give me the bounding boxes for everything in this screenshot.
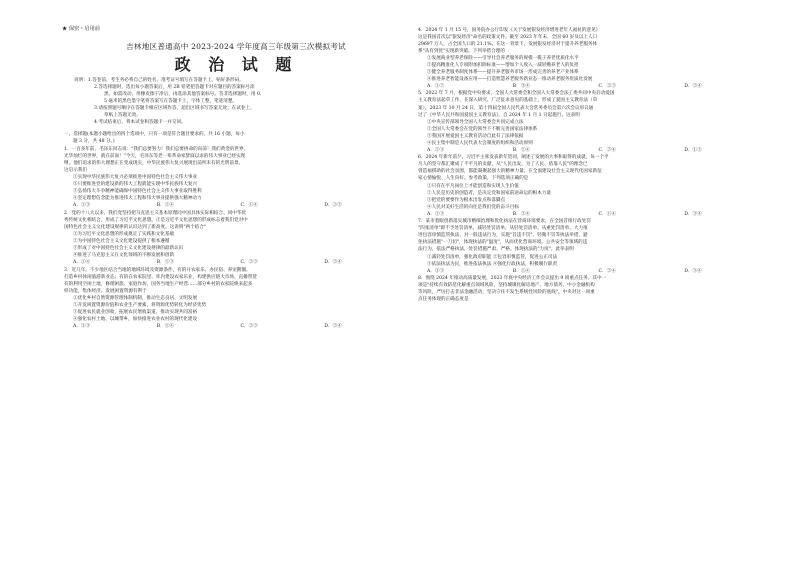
question-line: 有的利用空闲土地，修理闲旅、家庭作坊，国务当地生产经营……部分乡村的农家院焕来起多 bbox=[64, 281, 253, 287]
option-item: ①优化乡村自然资源管理体制机制，推动生态良居、文明发展 bbox=[73, 295, 198, 301]
answer-choices bbox=[418, 268, 770, 275]
answer-choice: A．①③ bbox=[427, 211, 445, 217]
question-line: 过了《中华人民共和国爱国主义教育法》，自 2024 年 1 月 1 日起施行。这表明 bbox=[418, 112, 580, 118]
option-item: ②开发闲置资源价值和农业生产要素，将资源优势转化为经济优势 bbox=[73, 303, 207, 308]
question-line: 8．围绕 2024 年推动高质量发展，2023 年底中央经济工作会议提出 9 项重点任务。其中一 bbox=[418, 276, 607, 282]
answer-choices bbox=[418, 211, 770, 218]
question-line: 6．2024 年新年前夕，习近平主席发表新年贺词，阐述了发展的大事和取得的成就，每一个平 bbox=[418, 155, 609, 161]
question-line: 样功能，集体经济。发展闲置资源有利于 bbox=[64, 288, 147, 294]
answer-choice: C．①④ bbox=[598, 211, 616, 217]
question-line: 项是"持续有效防范化解重点领域风险，坚持城镇化解房地产、地方债务、中小金融机构 bbox=[418, 283, 595, 289]
answer-choice: C．②③ bbox=[598, 83, 616, 89]
question-line: "四张清单"即不予处罚清单、减轻处罚清单、从轻处罚清单、从重处罚清单。大力推 bbox=[418, 226, 588, 232]
answer-choice: B．③④ bbox=[512, 83, 530, 89]
exam-notes bbox=[64, 77, 408, 126]
question-line: 2．党的十八大以来，我们党坚持把马克思主义基本原理同中国具体实际相结合、同中华优 bbox=[64, 210, 247, 216]
answer-choices bbox=[64, 202, 408, 209]
option-item: ①发展商业型养老保险——引导社会养老服务的规模一揽子养老优质化水平 bbox=[427, 55, 579, 61]
answer-choice: B．①④ bbox=[156, 324, 174, 330]
answer-choice: B．①④ bbox=[512, 147, 530, 153]
question-line: 主义教育法起草工作，在深入研究、广泛征求意见的基础上，形成了爱国主义教育法（草 bbox=[418, 98, 598, 104]
answer-choice: A．①③ bbox=[73, 203, 91, 209]
answer-choice: D．③④ bbox=[684, 211, 702, 217]
question-line: 3．近几年，不少地区结合当地的地域环境及资源条件，有的开农家乐、办民宿、养宠鹅圈， bbox=[64, 267, 251, 273]
option-item: ③依法执法为民，推进依法执法 ④强化行政执法，积极履行职责 bbox=[427, 261, 558, 267]
answer-choice: A．①④ bbox=[73, 260, 91, 266]
option-item: ④推进养老智能设备应用——打造智慧养老服务新业态一推动养老服务优质化发展 bbox=[427, 76, 593, 82]
note-line: 5 毫米的黑色墨字笔将答案写在答题卡上，字体工整，笔迹清楚。 bbox=[104, 99, 238, 105]
answer-choice: D．③④ bbox=[684, 268, 702, 274]
answer-choice: D．②③ bbox=[324, 203, 342, 209]
question-line: 国特色社会主义文化建设规律的认识达到了新高度。这说明"两个结合" bbox=[64, 224, 207, 230]
section-heading bbox=[64, 131, 408, 145]
exam-subtitle: 吉林地区普通高中 2023-2024 学年度高三年级第三次模拟考试 bbox=[126, 42, 346, 52]
option-item: ②全国人大常委会在党的领导下不断完善国家法律体系 bbox=[427, 126, 538, 132]
answer-choice: D．①③ bbox=[684, 147, 702, 153]
answer-choice: C．②③ bbox=[240, 260, 258, 266]
left-column bbox=[64, 26, 408, 330]
question-line: 凡人的坚守都汇聚成了不平凡的贡献，从"人民出发、为了人民、依靠人民"的理念已 bbox=[418, 162, 588, 168]
secret-label: ★ 保密・启用前 bbox=[62, 26, 100, 32]
answer-choice: A．②③ bbox=[427, 147, 445, 153]
question-4 bbox=[418, 27, 770, 90]
note-line: 3.请按照题号顺序在答题卡相应区域作答，超出区域书写答案无效；在试卷上、 bbox=[94, 106, 255, 112]
answer-choice: A．①③ bbox=[427, 268, 445, 274]
question-line: 系"从有到优"实现新突破。下列举措合理的 bbox=[418, 48, 505, 54]
option-item: ①实现中华民族伟大复兴必须推进中国特色社会主义伟大事业 bbox=[73, 175, 198, 181]
answer-choice: C．②④ bbox=[598, 268, 616, 274]
section-heading-line: 一、选择题(本题小题给出的四个选项中，只有一项是符合题目要求的。共 16 小题，每小 bbox=[64, 132, 245, 138]
answer-choice: B．①④ bbox=[512, 268, 530, 274]
note-line: 说明：1.答卷前，考生务必将自己的姓名、准考证号填写在答题卡上，贴好条形码。 bbox=[74, 78, 244, 84]
option-item: ④强化农村土地、以城带乡，加快推进农业农村的现代化建设 bbox=[73, 317, 198, 323]
question-line: 曾造福援助的社会氛围，都能凝聚起强大的精神力量，在全面建设社会主义现代化国家新征 bbox=[418, 169, 602, 175]
option-item: ③弘扬伟大斗争精神能确保中国特色社会主义伟大事业取得胜利 bbox=[73, 189, 202, 195]
question-line: 这启示我们 bbox=[64, 168, 87, 174]
answer-choice: D．②④ bbox=[324, 324, 342, 330]
note-line: 4.考试结束后，将本试卷和答题卡一并交回。 bbox=[94, 120, 186, 126]
answer-choice: C．②③ bbox=[240, 324, 258, 330]
option-item: ②为中国特色社会主义文化建设提供了根本遵循 bbox=[73, 239, 170, 245]
question-line: 5．2022 年 7 月，根据党中央要求，全国人大常委会和全国人大常委会法工委共同中央启动爱国 bbox=[418, 91, 615, 97]
question-line: 光华灿烂的世界，就在前面！"今天，毛泽东等老一辈革命家梦寐以求的伟大事业已经实现 bbox=[64, 154, 246, 160]
answer-choice: A．①② bbox=[427, 83, 445, 89]
answer-choices bbox=[64, 323, 408, 330]
question-5 bbox=[418, 90, 770, 153]
question-line: 打造乡村休闲旅游新业态；有的在农家院里、库内建设农家乐业，构建供应链大市场、直播带货 bbox=[64, 274, 257, 280]
question-line: 等风险，严厉打击非法金融活动，坚决守住不发生系统性风险的底线"。中央对这一项重 bbox=[418, 290, 595, 296]
option-item: ①中央宣传部领导全国人大常委会共同完成立法 bbox=[427, 119, 524, 125]
option-item: ③我国开展爱国主义教育活动自此有了法律依据 bbox=[427, 133, 524, 139]
answer-choice: B．②④ bbox=[512, 211, 530, 217]
question-line: 秀传统文化相结合，形成了习近平文化思想。正是习近平文化思想的形成标志着我们党对中 bbox=[64, 217, 248, 223]
question-2 bbox=[64, 210, 408, 266]
option-item: ①减轻处罚清单，强化政府职能 ②包容审慎监管，促进公正司法 bbox=[427, 254, 558, 260]
question-line: 这是我国首次以"银发经济"命名的政策文件。截至 2023 年年末，全国 60 岁及以上人口 bbox=[418, 34, 598, 40]
option-item: ③把党的要要作为根本出发点和落脚点 bbox=[427, 197, 506, 203]
answer-choice: C．②④ bbox=[598, 147, 616, 153]
option-item: ③形成了对中国特色社会主义文化建设规律的最新认识 bbox=[73, 246, 184, 252]
answer-choice: B．①③ bbox=[156, 260, 174, 266]
question-line: 29697 万人，占全国人口的 21.1%。在这一背景下，发展银发经济对于提升养老服务体 bbox=[418, 41, 598, 47]
question-line: 1．一百多年前，毛泽东同志说："我们总要努力！我们总要拼命的向前！我们黄金的世界， bbox=[64, 146, 249, 152]
question-7 bbox=[418, 218, 770, 274]
question-line: 7．某市着眼创新落实城市精细治理和优化执法在营商环境要求，在全国首推行政处罚 bbox=[418, 219, 591, 225]
option-item: ④推进了马克思主义在文化领域的不断发展和创新 bbox=[73, 253, 175, 259]
option-item: ①只有在平凡岗位上才能创造和实现人生价值 bbox=[427, 183, 519, 189]
option-item: ②只要推进党的建设新的伟大工程就能实现中华民族伟大复兴 bbox=[73, 182, 198, 188]
question-line: 法行为，依法严格执法，处罚措施严肃、严格。体现执法的"力度"。此举表明 bbox=[418, 247, 574, 253]
option-item: ④民主集中制是人民代表大会制度的组织和活动原则 bbox=[427, 140, 533, 146]
question-8 bbox=[418, 275, 770, 303]
question-line: 案）。2023 年 10 月 24 日，第十四届全国人民代表大会常务委员会第六次会议审议通 bbox=[418, 105, 594, 111]
answer-choice: C．①④ bbox=[240, 203, 258, 209]
exam-title: 政 治 试 题 bbox=[174, 55, 298, 75]
question-1 bbox=[64, 146, 408, 209]
option-item: ④人民对美好生活的向往是我们党的奋斗目标 bbox=[427, 204, 519, 210]
option-item: ④坚定理想信念能为推进伟大工程和伟大事业提供强大精神动力 bbox=[73, 196, 202, 202]
option-item: ②提高精准化人专项附加扣除标准——增加个人收入一减轻赡养老人的负担 bbox=[427, 62, 579, 68]
answer-choice: A．①③ bbox=[73, 324, 91, 330]
question-line: 点任务体现的正确态度是 bbox=[418, 297, 469, 303]
question-line: 4．2024 年 1 月 15 号，国务院办公厅印发《关于发展银发经济增进老年人福祉的意见》 bbox=[418, 27, 601, 33]
question-line: 免执法措施"一刀切"，体现执法的"温度"，从而优化营商环境。公共安全等领域的违 bbox=[418, 240, 588, 246]
answer-choices bbox=[418, 83, 770, 90]
right-column bbox=[418, 26, 770, 303]
answer-choice: D．②④ bbox=[684, 83, 702, 89]
note-line: 草纸上答题无效。 bbox=[104, 113, 141, 119]
option-item: ③促进农民就业创收，拓展农民增收渠道，推动实现共同富裕 bbox=[73, 310, 198, 316]
note-line: 黑。如需改动，用橡皮擦干净后，再选涂其他答案标号。答非选择题时，用 0. bbox=[104, 92, 262, 98]
answer-choices bbox=[418, 147, 770, 154]
option-item: ③健全养老服务制度体系——提升养老服务市场一形成完善的养老产业体系 bbox=[427, 69, 579, 75]
question-line: 进包容审慎监管执法，对一般违法行为，实施"首违不罚"、轻微不罚等执法举措，避 bbox=[418, 233, 588, 239]
option-item: ①为习近平文化思想的形成奠定了实践和文化基础 bbox=[73, 232, 175, 238]
question-3 bbox=[64, 267, 408, 330]
answer-choices bbox=[64, 259, 408, 266]
section-heading-line: 题 3 分，共 48 分。) bbox=[73, 139, 115, 145]
answer-choice: D．②④ bbox=[324, 260, 342, 266]
note-line: 2.答选择题时，选出每小题答案后，用 2B 铅笔把答题卡对应题目的答案标号涂 bbox=[94, 85, 255, 91]
answer-choice: B．②④ bbox=[156, 203, 174, 209]
question-line: 家心情愉悦、人生向好。参考政策，下列选项正确的是 bbox=[418, 176, 529, 182]
option-item: ②人民是历史的创造者，是决定党和国家前途命运的根本力量 bbox=[427, 190, 552, 196]
question-line: 继，他们追求的伟大理想正在变成现实，中华民族伟大复兴展现出前所未有的光明前景。 bbox=[64, 161, 244, 167]
question-6 bbox=[418, 154, 770, 217]
